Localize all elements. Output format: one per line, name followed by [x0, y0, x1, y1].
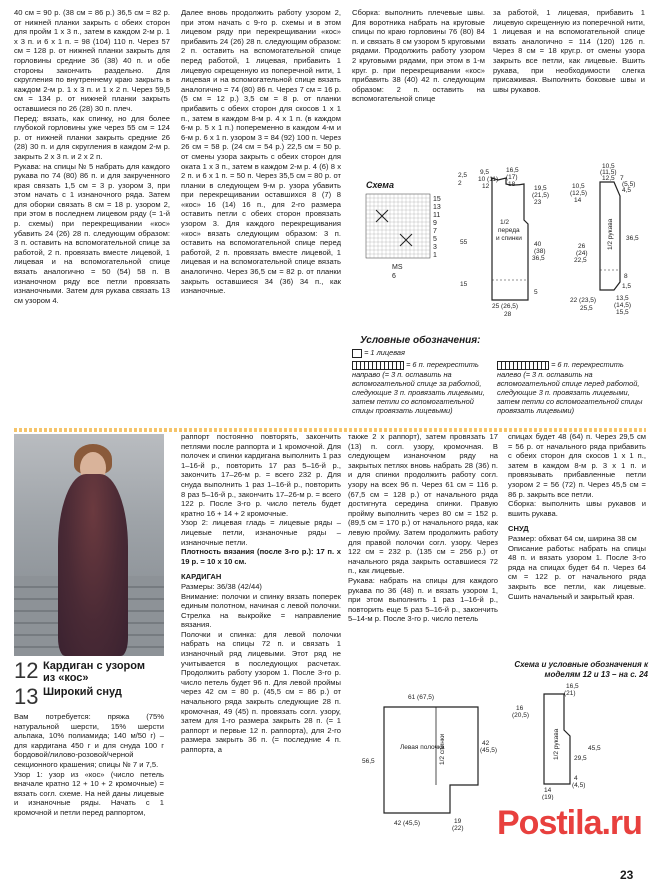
pattern-cardigan — [348, 685, 508, 865]
sleeve-label: 1/2 рукава — [607, 218, 614, 250]
svg-text:(22): (22) — [452, 825, 464, 832]
svg-text:45,5: 45,5 — [588, 745, 601, 752]
svg-text:13,5: 13,5 — [616, 295, 629, 302]
text-column-5 — [14, 712, 164, 877]
paragraph: Узор 2: лицевая гладь = лицевые ряды – лицевые петли, изнаночные ряды – изнаночные петли. — [181, 518, 341, 547]
text-column-2 — [181, 8, 341, 428]
svg-text:19: 19 — [454, 818, 462, 825]
pattern-front-back — [454, 160, 574, 320]
svg-text:(24): (24) — [576, 250, 588, 257]
svg-text:(19): (19) — [542, 794, 554, 800]
svg-text:55: 55 — [460, 239, 468, 246]
cable-right-icon — [352, 361, 404, 370]
svg-text:23: 23 — [534, 199, 542, 206]
watermark: Postila.ru — [497, 804, 642, 842]
svg-text:2,5: 2,5 — [458, 172, 468, 179]
ms-label: MS — [392, 264, 403, 271]
paragraph: Вам потребуется: пряжа (75% натуральной шерсти, 15% шерсти альпака, 10% полиамида; 140 м/50 г) – для кардигана 450 г и для снуда 100 г бордовой/лилово-розовой/черной секционного крашения; спицы № 7 и 7,5. — [14, 712, 164, 769]
legend-item: = 6 п. перекрестить налево (= 3 п. оставить на вспомогательной спице перед работой, следующие 3 п. провязать лицевыми, затем петли со вспомогательной спицы провязать лицевыми) — [497, 360, 643, 415]
svg-text:12,5: 12,5 — [602, 175, 615, 182]
svg-text:4,5: 4,5 — [622, 187, 632, 194]
text-column-8 — [508, 432, 646, 662]
svg-text:(38): (38) — [534, 248, 546, 255]
svg-text:16,5: 16,5 — [566, 683, 579, 690]
svg-text:36,5: 36,5 — [532, 255, 545, 262]
svg-text:16,5: 16,5 — [506, 167, 519, 174]
text-column-3 — [352, 8, 485, 160]
svg-text:40: 40 — [534, 241, 542, 248]
paragraph: Сборка: выполнить швы рукавов и вшить рукава. — [508, 499, 646, 518]
svg-text:18: 18 — [508, 181, 516, 188]
row-label: 1 — [433, 252, 437, 259]
svg-text:переда: переда — [498, 227, 520, 234]
svg-text:16: 16 — [516, 705, 524, 712]
paragraph: Размеры: 36/38 (42/44) — [181, 581, 262, 591]
svg-text:14: 14 — [544, 787, 552, 794]
svg-text:10,5: 10,5 — [572, 183, 585, 190]
pattern-sleeve-2 — [508, 680, 618, 800]
svg-text:(5,5): (5,5) — [622, 181, 636, 188]
svg-text:12: 12 — [482, 183, 490, 190]
svg-text:(21): (21) — [564, 690, 576, 697]
svg-text:15: 15 — [460, 281, 468, 288]
knitting-chart — [362, 190, 454, 282]
svg-text:8: 8 — [624, 273, 628, 280]
model-photo — [14, 434, 164, 656]
legend-item: = 1 лицевая — [352, 348, 405, 358]
paragraph: Плотность вязания (после 3-го р.): 17 п. х 19 р. = 10 х 10 см. — [181, 547, 341, 566]
paragraph: Рукава: набрать на спицы для каждого рукава по 36 (48) п. и вязать узором 1, при этом выполнить 1 раз 1–16-й р., повторить еще 5 раз 5–16-й р., закончить 5–14-м р. После 3-го р. число петель — [348, 575, 498, 624]
svg-text:19,5: 19,5 — [534, 185, 547, 192]
svg-text:(4,5): (4,5) — [572, 782, 586, 789]
spine-label: 1/2 спинки — [439, 733, 446, 765]
svg-text:(21,5): (21,5) — [532, 192, 549, 199]
svg-text:7: 7 — [620, 175, 624, 182]
svg-text:15,5: 15,5 — [616, 309, 629, 316]
text-column-4 — [493, 8, 645, 153]
title-13: 13 Широкий снуд — [14, 684, 122, 709]
paragraph: Описание работы: набрать на спицы 48 п. и вязать узором 1. После 3-го ряда на спицах будет 64 п. Через 64 см = 122 р. от начального ряда закрыть все петли, как лицевые. Сшить начальный и закрытый края. — [508, 543, 646, 601]
paragraph: Размер: обхват 64 см, ширина 38 см — [508, 533, 637, 543]
model-titles — [14, 660, 174, 708]
text-column-7 — [348, 432, 498, 672]
svg-text:14: 14 — [574, 197, 582, 204]
svg-text:и спинки: и спинки — [496, 235, 522, 242]
paragraph: Перед: вязать, как спинку, но для более глубокой горловины уже через 55 см = 124 р. от нижней планки закрыть средние 26 (28) 30 п. и для скругления в каждом 2-м р. закрыть 2 х 3 п. и 2 х 2 п. — [14, 113, 170, 161]
svg-text:22,5: 22,5 — [574, 257, 587, 264]
schema-label: Схема — [366, 180, 394, 190]
svg-text:28: 28 — [504, 311, 512, 318]
svg-text:25 (26,5): 25 (26,5) — [492, 303, 519, 310]
svg-text:10 (11): 10 (11) — [478, 176, 499, 183]
svg-text:25,5: 25,5 — [580, 305, 593, 312]
row-label: 3 — [433, 244, 437, 251]
text-column-1 — [14, 8, 170, 428]
knit-stitch-icon — [352, 349, 362, 358]
paragraph: Рукава: на спицы № 5 набрать для каждого рукава по 74 (80) 86 п. и для закрученного края связать 1,5 см = 3 р. узором 3, при этом начать с 1 изнаночного ряда. Затем для оборки связать 8 см = 18 р. узором 2, при этом в последнем лицевом ряду (= 1-й р. схемы) при перекрещивании «кос» убавить 24 (26) 28 п. следующим образом: 3 п. оставить на вспомогательной спице за работой, 2 п. провязать вместе лицевой, 1 лицевая и на вспомогательной спице вязать аналогично = 50 (54) 58 п. В изнаночном ряду все петли провязать изнаночными. Затем для рукава связать 13 см узором 4. — [14, 161, 170, 305]
paragraph: Сборка: выполнить плечевые швы. Для воротника набрать на круговые спицы по краю горловины 76 (80) 84 п. и связать 8 см узором 5 круговыми рядами. Продолжить работу узором 2 круговыми рядами, при этом в 1-м круг. р. при перекрещивании «кос» прибавить 38 (40) 42 п. следующим образом: 2 п. оставить на вспомогательной спице — [352, 8, 485, 104]
svg-text:(11,5): (11,5) — [600, 169, 617, 176]
svg-text:56,5: 56,5 — [362, 758, 375, 765]
svg-text:1/2: 1/2 — [500, 219, 510, 226]
paragraph: Полочки и спинка: для левой полочки набрать на спицы 72 п. и связать 1 изнаночный ряд лицевыми. Этот ряд не учитывается в последующих расчетах. Продолжить работу узором 1. После 3-го р. число петель будет 96 п. Для левой проймы через 42 см = 80 р. (45,5 см = 86 р.) от начального ряда закрыть следующие 28 п. кромочная, 49 (45) п. провязать согл. узору, затем для 1-го размера закрыть 28 п. (= 1 раппорт и первые 12 п. раппорта), для 2-го размера закрыть 36 п. (= последние 4 п. раппорта, а — [181, 629, 341, 754]
row-label: 9 — [433, 220, 437, 227]
svg-text:(17): (17) — [506, 174, 518, 181]
paragraph: Далее вновь продолжить работу узором 2, при этом начать с 9-го р. схемы и в этом лицевом ряду при перекрещивании «кос» прибавить 24 (26) 28 п. следующим образом: 2 п. оставить на вспомогательной спице перед работой, 1 лицевая, прибавить 1 лицевую скрещенную из поперечной нити, 1 лицевая и на вспомогательной спице вязать аналогично = 74 (80) 86 п. Через 7 см = 16 р. (5 см = 12 р.) 3,5 см = 8 р. от планки прибавить с обеих сторон для скосов 1 х 1 п., затем в каждом 8-м р. 4 х 1 п. (в каждом 6-м р. 5 х 1 п.) попеременно в каждом 4-м и 6-м р. 6 х 1 п. узором 3 = 84 (92) 100 п. Через 26 см = 58 р. (24 см = 54 р.) 22,5 см = 50 р. от смены узора закрыть с обеих сторон для оката 1 х 3 п., затем в каждом 2-м р. 4 (6) 8 х 2 п. и 6 х 1 п. = 50 п. Через 35,5 см = 80 р. от планки в следующем 9-м р. узора убавить при перекрещивании оставшихся 8 (7) 8 «кос» 16 (14) 16 п., для 2-го размера оставить петли с обеих сторон провязать узором 3. Для каждого перекрещивания «кос» вязать следующим образом: 3 п. оставить на вспомогательной спице перед работой, 2 п. провязать вместе лицевой, 1 лицевая и на вспомогательной спице вязать аналогично. Через 36,5 см = 82 р. от планки закрыть оставшиеся 34 (36) 34 п., как изнаночные. — [181, 8, 341, 296]
row-label: 15 — [433, 196, 441, 203]
svg-text:2: 2 — [458, 180, 462, 187]
svg-text:36,5: 36,5 — [626, 235, 639, 242]
svg-text:1,5: 1,5 — [622, 283, 632, 290]
svg-text:22 (23,5): 22 (23,5) — [570, 297, 597, 304]
paragraph: Узор 1: узор из «кос» (число петель вначале кратно 12 + 10 + 2 кромочные) = вязать согл. схеме. На ней даны лицевые и изнаночные ряды. Начать с 1 кромочной и петли перед раппортом, — [14, 769, 164, 817]
svg-text:(20,5): (20,5) — [512, 712, 529, 719]
svg-text:61 (67,5): 61 (67,5) — [408, 694, 435, 701]
svg-text:29,5: 29,5 — [574, 755, 587, 762]
cable-left-icon — [497, 361, 549, 370]
paragraph: Внимание: полочки и спинку вязать поперек единым полотном, начиная с левой полочки. Стрелка на выкройке = направление вязания. — [181, 591, 341, 630]
svg-text:5: 5 — [534, 289, 538, 296]
svg-text:(45,5): (45,5) — [480, 747, 497, 754]
sleeve-label-2: 1/2 рукава — [553, 728, 560, 760]
pattern-sleeve — [570, 160, 650, 320]
paragraph: спицах будет 48 (64) п. Через 29,5 см = 56 р. от начального ряда прибавить с обеих сторон для скосов 1 х 1 п., затем в каждом 8-м р. 3 х 1 п. и провязывать прибавленные петли узором 2 = 56 (72) п. Через 45,5 см = 86 р. закрыть все петли. — [508, 432, 646, 499]
title-12: 12 Кардиган с узором из «кос» — [14, 658, 145, 684]
row-label: 5 — [433, 236, 437, 243]
paragraph: раппорт постоянно повторять, закончить петлями после раппорта и 1 кромочной. Для полочек и спинки кардигана выполнить 1 раз 1–16-й р., повторить 17 раз 5–16-й р., закончить 17–26-м р. = всего 232 р. Для снуда выполнить 1 раз 1–16-й р., повторить 8 раз 5–16-й р., закончить 17–26-м р. = всего 122 р. После 3-го р. число петель будет кратно 16 + 14 + 2 кромочные. — [181, 432, 341, 518]
section-heading: КАРДИГАН — [181, 572, 222, 582]
svg-text:(12,5): (12,5) — [570, 190, 587, 197]
paragraph: за работой, 1 лицевая, прибавить 1 лицевую скрещенную из поперечной нити, 1 лицевая и на вспомогательной спице вязать аналогично = 114 (120) 126 п. Через 8 см = 18 круг.р. от смены узора закрыть все петли, как лицевые. Вшить рукава, при необходимости слегка присаживая. Выполнить боковые швы и швы рукавов. — [493, 8, 645, 94]
svg-text:Левая полочка: Левая полочка — [400, 744, 445, 751]
svg-text:42: 42 — [482, 740, 490, 747]
svg-text:26: 26 — [578, 243, 586, 250]
reference-note: Схема и условные обозначения к моделям 12 и 13 – на с. 24 — [514, 660, 648, 679]
page-number: 23 — [620, 868, 634, 882]
svg-text:(14,5): (14,5) — [614, 302, 631, 309]
text-column-6 — [181, 432, 341, 877]
row-label: 13 — [433, 204, 441, 211]
rapport-label: 6 — [392, 273, 396, 280]
row-label: 11 — [433, 212, 441, 219]
svg-text:10,5: 10,5 — [602, 163, 615, 170]
paragraph: также 2 х раппорт), затем провязать 17 (13) п. согл. узору, кромочная. В следующем изнаночном ряду на закрытых петлях вновь набрать 28 (36) п. и для спинки продолжить работу согл. узору на всех 96 п. Через 61 см = 116 р. (67,5 см = 128 р.) от начального ряда достигнута середина спинки. Правую пройму выполнить через 80 см = 152 р. (89,5 см = 170 р.) от начального ряда, как левую пройму. Затем продолжить работу для правой полочки согл. узору. Через 122 см = 232 р. (135 см = 256 р.) от начального ряда закрыть оставшиеся 72 п., как лицевые. — [348, 432, 498, 576]
svg-text:42 (45,5): 42 (45,5) — [394, 820, 421, 827]
svg-text:4: 4 — [574, 775, 578, 782]
row-label: 7 — [433, 228, 437, 235]
paragraph: 40 см = 90 р. (38 см = 86 р.) 36,5 см = 82 р. от нижней планки закрыть с обеих сторон для пройм 1 х 3 п., затем в каждом 2-м р. 1 х 3 п. и 6 х 1 п. = 98 (104) 110 п. Через 57 см = 128 р. от нижней планки закрыть для горловины средние 36 (38) 40 п. и обе стороны закончить раздельно. Для скругления по внутреннему краю закрыть в каждом 2-м р. 1 х 3 п. и 1 х 2 п. Через 59,5 см = 134 р. от нижней планки закрыть оставшиеся по 26 (28) 30 п. плеч. — [14, 8, 170, 113]
legend-item: = 6 п. перекрестить направо (= 3 п. оставить на вспомогательной спице за работой, следующие 3 п. провязать лицевыми, затем петли со вспомогательной спицы провязать лицевыми) — [352, 360, 485, 415]
legend-title: Условные обозначения: — [360, 335, 481, 346]
svg-text:9,5: 9,5 — [480, 169, 490, 176]
section-heading: СНУД — [508, 524, 529, 534]
